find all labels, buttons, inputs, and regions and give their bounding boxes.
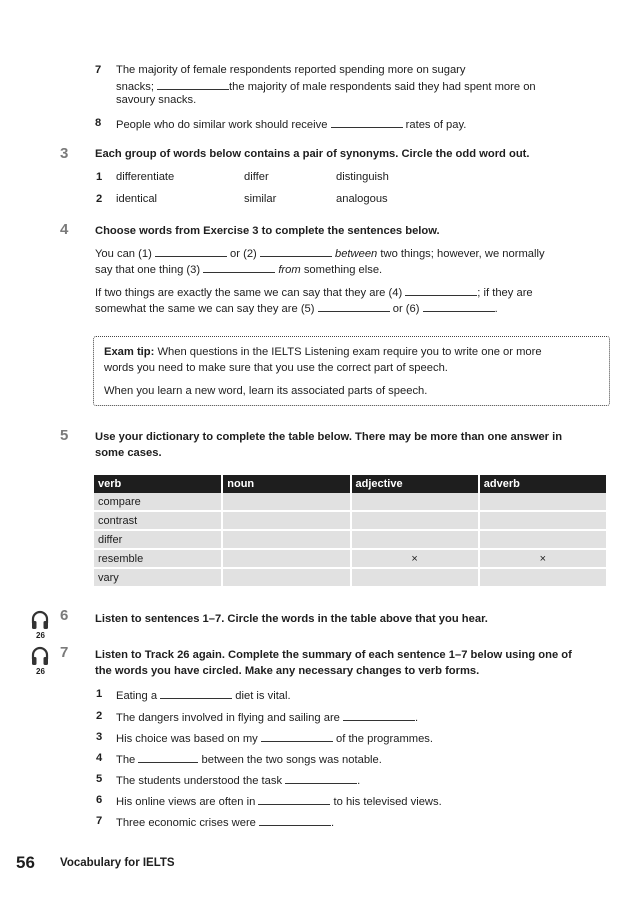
exercise-5-instruction-line2: some cases. bbox=[95, 447, 162, 459]
adverb-cell[interactable] bbox=[479, 493, 607, 511]
adverb-cell[interactable] bbox=[479, 511, 607, 530]
item-number: 4 bbox=[96, 752, 103, 764]
exercise-7-instruction-line2: the words you have circled. Make any necessary changes to verb forms. bbox=[95, 665, 480, 677]
word-option[interactable]: analogous bbox=[336, 193, 388, 205]
exercise-5-instruction-line1: Use your dictionary to complete the table below. There may be more than one answer in bbox=[95, 431, 563, 443]
item-number: 1 bbox=[96, 688, 103, 700]
item-number: 7 bbox=[96, 815, 103, 827]
verb-cell[interactable]: differ bbox=[94, 530, 222, 549]
adjective-cell[interactable] bbox=[351, 511, 479, 530]
table-row bbox=[94, 530, 607, 549]
column-header: noun bbox=[222, 475, 350, 493]
answer-blank[interactable] bbox=[423, 301, 495, 312]
item-7-line1: The majority of female respondents reported spending more on sugary bbox=[116, 64, 466, 76]
word-option[interactable]: similar bbox=[244, 193, 277, 205]
item-number: 7 bbox=[95, 64, 102, 76]
exercise-5-number: 5 bbox=[60, 427, 69, 444]
verb-cell[interactable]: compare bbox=[94, 493, 222, 511]
column-header: adverb bbox=[479, 475, 607, 493]
word-forms-table bbox=[94, 475, 608, 588]
adjective-cell[interactable] bbox=[351, 568, 479, 587]
table-header-row bbox=[94, 475, 607, 493]
track-number: 26 bbox=[36, 667, 45, 676]
exercise-7-item: The students understood the task . bbox=[116, 775, 361, 787]
answer-blank[interactable] bbox=[261, 731, 333, 742]
exercise-7-item: The dangers involved in flying and sailing are . bbox=[116, 712, 419, 724]
verb-cell[interactable]: contrast bbox=[94, 511, 222, 530]
answer-blank[interactable] bbox=[203, 262, 275, 273]
exercise-3-instruction: Each group of words below contains a pair of synonyms. Circle the odd word out. bbox=[95, 148, 530, 160]
answer-blank[interactable] bbox=[260, 246, 332, 257]
adverb-cell[interactable] bbox=[479, 568, 607, 587]
exercise-6-number: 6 bbox=[60, 607, 69, 624]
answer-blank[interactable] bbox=[160, 688, 232, 699]
word-option[interactable]: identical bbox=[116, 193, 158, 205]
answer-blank[interactable] bbox=[331, 117, 403, 128]
exam-tip-line3: When you learn a new word, learn its associated parts of speech. bbox=[104, 385, 428, 397]
book-title: Vocabulary for IELTS bbox=[60, 857, 175, 869]
exam-tip-label: Exam tip: bbox=[104, 346, 155, 358]
exercise-4-number: 4 bbox=[60, 221, 69, 238]
exercise-3-number: 3 bbox=[60, 145, 69, 162]
exercise-7-item: The between the two songs was notable. bbox=[116, 754, 382, 766]
headphones-icon[interactable] bbox=[31, 646, 49, 668]
table-row bbox=[94, 568, 607, 587]
item-number: 3 bbox=[96, 731, 103, 743]
exercise-7-item: Three economic crises were . bbox=[116, 817, 335, 829]
adverb-cell[interactable] bbox=[479, 530, 607, 549]
noun-cell[interactable] bbox=[222, 530, 350, 549]
column-header: adjective bbox=[351, 475, 479, 493]
exercise-4-para2-line1: If two things are exactly the same we can say that they are (4) ; if they are bbox=[95, 287, 533, 299]
table-row bbox=[94, 511, 607, 530]
column-header: verb bbox=[94, 475, 222, 493]
track-number: 26 bbox=[36, 631, 45, 640]
exercise-7-instruction-line1: Listen to Track 26 again. Complete the summary of each sentence 1–7 below using one of bbox=[95, 649, 572, 661]
verb-cell[interactable]: vary bbox=[94, 568, 222, 587]
item-7-line2: snacks; the majority of male respondents said they had spent more on bbox=[116, 81, 536, 93]
answer-blank[interactable] bbox=[405, 285, 477, 296]
table-row bbox=[94, 493, 607, 511]
answer-blank[interactable] bbox=[285, 773, 357, 784]
noun-cell[interactable] bbox=[222, 568, 350, 587]
verb-cell[interactable]: resemble bbox=[94, 549, 222, 568]
answer-blank[interactable] bbox=[138, 752, 198, 763]
noun-cell[interactable] bbox=[222, 493, 350, 511]
word-option[interactable]: distinguish bbox=[336, 171, 389, 183]
exercise-7-number: 7 bbox=[60, 644, 69, 661]
adjective-cell[interactable] bbox=[351, 493, 479, 511]
exercise-7-item: His choice was based on my of the programmes. bbox=[116, 733, 434, 745]
noun-cell[interactable] bbox=[222, 549, 350, 568]
exam-tip-line2: words you need to make sure that you use the correct part of speech. bbox=[104, 362, 448, 374]
answer-blank[interactable] bbox=[157, 79, 229, 90]
item-8: People who do similar work should receive rates of pay. bbox=[116, 119, 467, 131]
word-option[interactable]: differ bbox=[244, 171, 269, 183]
page-number: 56 bbox=[16, 853, 35, 872]
answer-blank[interactable] bbox=[155, 246, 227, 257]
exercise-4-para1-line1: You can (1) or (2) between two things; however, we normally bbox=[95, 248, 545, 260]
adjective-cell[interactable]: × bbox=[351, 549, 479, 568]
item-number: 5 bbox=[96, 773, 103, 785]
item-number: 6 bbox=[96, 794, 103, 806]
exercise-6-instruction: Listen to sentences 1–7. Circle the words in the table above that you hear. bbox=[95, 613, 488, 625]
row-number: 1 bbox=[96, 171, 103, 183]
word-option[interactable]: differentiate bbox=[116, 171, 175, 183]
answer-blank[interactable] bbox=[343, 710, 415, 721]
adverb-cell[interactable]: × bbox=[479, 549, 607, 568]
exercise-7-item: His online views are often in to his televised views. bbox=[116, 796, 442, 808]
item-number: 2 bbox=[96, 710, 103, 722]
headphones-icon[interactable] bbox=[31, 610, 49, 632]
exercise-7-item: Eating a diet is vital. bbox=[116, 690, 291, 702]
exercise-4-para1-line2: say that one thing (3) from something else. bbox=[95, 264, 383, 276]
answer-blank[interactable] bbox=[258, 794, 330, 805]
item-8-number: 8 bbox=[95, 117, 102, 129]
answer-blank[interactable] bbox=[259, 815, 331, 826]
table-row bbox=[94, 549, 607, 568]
exercise-4-para2-line2: somewhat the same we can say they are (5) or (6) . bbox=[95, 303, 498, 315]
answer-blank[interactable] bbox=[318, 301, 390, 312]
item-7-line3: savoury snacks. bbox=[116, 94, 197, 106]
item-7 bbox=[95, 64, 101, 76]
adjective-cell[interactable] bbox=[351, 530, 479, 549]
exam-tip-line1: Exam tip: When questions in the IELTS Listening exam require you to write one or more bbox=[104, 346, 542, 358]
exercise-4-instruction: Choose words from Exercise 3 to complete the sentences below. bbox=[95, 225, 440, 237]
noun-cell[interactable] bbox=[222, 511, 350, 530]
row-number: 2 bbox=[96, 193, 103, 205]
